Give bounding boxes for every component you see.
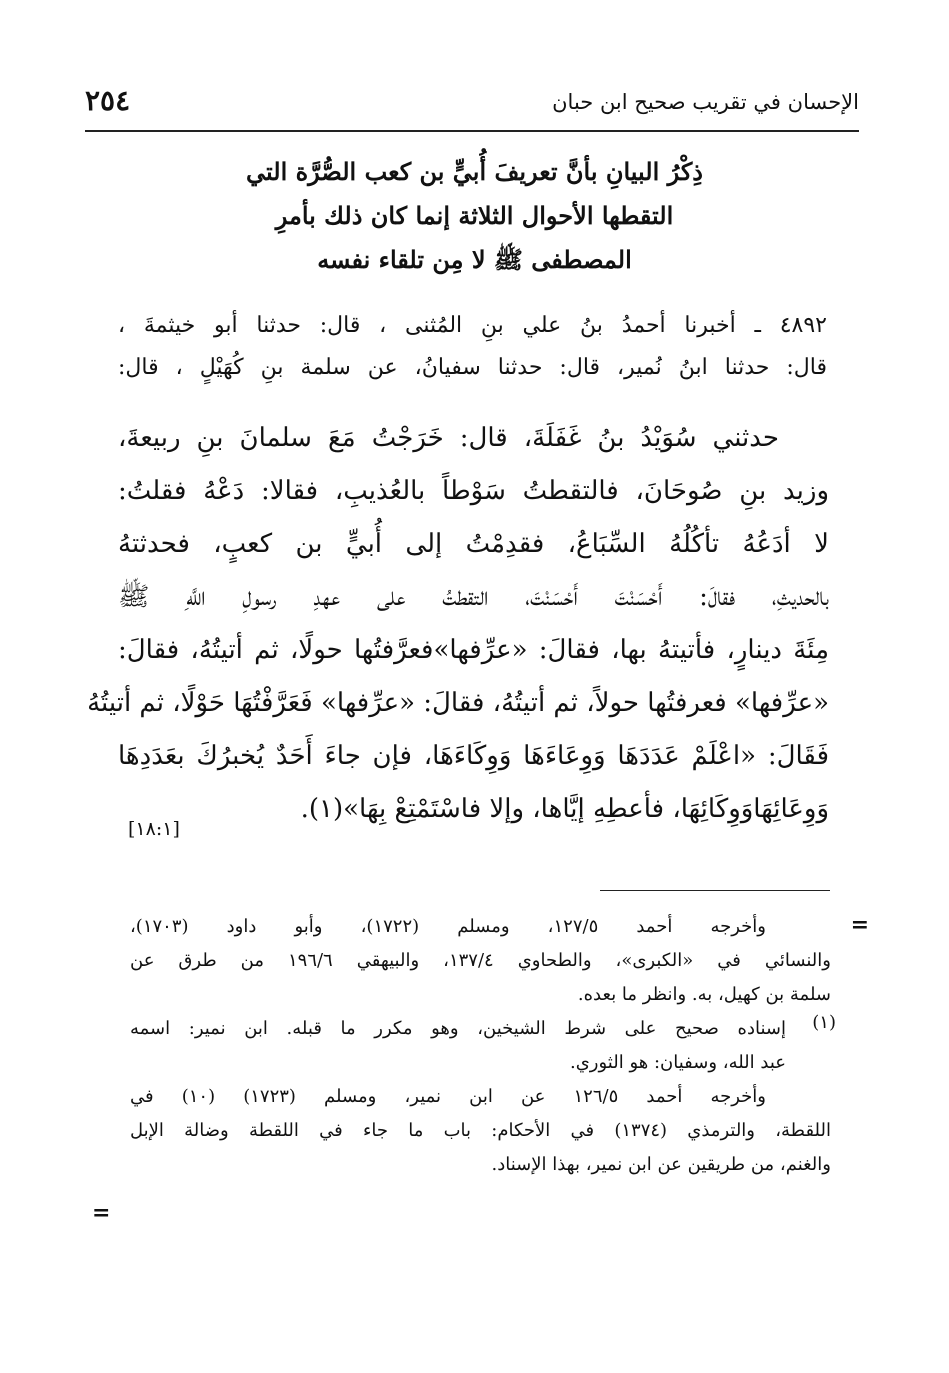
isnad-line: قال: حدثنا ابنُ نُمير، قال: حدثنا سفيانُ، عن سلمة بنِ كُهَيْلٍ ، قال: <box>118 355 827 380</box>
end-continuation-mark: = <box>92 1200 111 1226</box>
matn-line: وزيد بنِ صُوحَانَ، فالتقطتُ سَوْطاً بالعُذيبِ، فقالا: دَعْهُ فقلتُ: <box>118 476 829 506</box>
header-rule <box>85 130 859 132</box>
footnote-line: عبد الله، وسفيان: هو الثوري. <box>570 1052 786 1073</box>
isnad-line: ٤٨٩٢ ـ أخبرنا أحمدُ بنُ علي بنِ المُثنى ، قال: حدثنا أبو خيثمةَ ، <box>118 313 827 338</box>
footnote-line: اللقطة، والترمذي (١٣٧٤) في الأحكام: باب ما جاء في اللقطة وضالة الإبل <box>130 1120 831 1141</box>
matn-line: «عرِّفها» فعرفتُها حولاً، ثم أتيتُهُ، فقالَ: «عرِّفها» فَعَرَّفْتُهَا حَوْلًا، ثم أتيتُهُ <box>87 688 829 718</box>
matn-line: وَوِعَائِهَاوَوِكَائِهَا، فأعطِهِ إيَّاها، وإلا فاسْتَمْتِعْ بِهَا»(١). <box>300 794 829 824</box>
footnote-line: إسناده صحيح على شرط الشيخين، وهو مكرر ما قبله. ابن نمير: اسمه <box>130 1018 786 1039</box>
footnotes <box>130 910 836 1182</box>
footnote-marker: (١) <box>812 1012 836 1033</box>
footnote-separator <box>600 890 830 891</box>
footnote-line: والنسائي في «الكبرى»، والطحاوي ١٣٧/٤، والبيهقي ١٩٦/٦ من طرق عن <box>130 950 831 971</box>
hadith-matn <box>87 412 829 836</box>
chapter-heading-line: التقطها الأحوال الثلاثة إنما كان ذلك بأمرِ <box>275 201 674 230</box>
chapter-heading <box>150 150 799 282</box>
footnote-line: وأخرجه أحمد ١٢٦/٥ عن ابن نمير، ومسلم (١٧٢٣) (١٠) في <box>130 1086 766 1107</box>
matn-line: بالحديثِ، فقالَ: أَحْسَنْتَ أَحْسَنْتَ، التقطتُ على عهدِ رسولِ اللَّهِ ﷺ <box>118 582 829 612</box>
continuation-mark: = <box>850 912 869 938</box>
matn-line: مِئَةَ دينارٍ، فأتيتهُ بها، فقالَ: «عرِّفها»فعرَّفتُها حولًا، ثم أتيتُهُ، فقالَ: <box>118 635 829 665</box>
footnote-1 <box>130 1012 836 1182</box>
matn-line: فَقَالَ: «اعْلَمْ عَدَدَهَا وَوِعَاءَهَا وَوِكَاءَهَا، فإن جاءَ أَحَدٌ يُخبرُكَ بعَدَدِهَا <box>118 741 829 771</box>
page-number: ٢٥٤ <box>85 84 131 117</box>
chapter-heading-line: المصطفى ﷺ لا مِن تلقاء نفسه <box>317 245 632 274</box>
matn-line: حدثني سُوَيْدُ بنُ غَفَلَةَ، قال: خَرَجْتُ مَعَ سلمانَ بنِ ربيعةَ، <box>118 423 779 453</box>
chapter-heading-line: ذِكْرُ البيانِ بأنَّ تعريفَ أُبيٍّ بن كعب الصُّرَّة التي <box>246 157 703 186</box>
matn-line: لا أدَعُهُ تأكُلُهُ السِّبَاعُ، فقدِمْتُ إلى أُبيٍّ بن كعبٍ، فحدثتهُ <box>118 529 829 559</box>
footnote-line: سلمة بن كهيل، به. وانظر ما بعده. <box>577 984 831 1005</box>
page-header <box>85 78 859 128</box>
running-title: الإحسان في تقريب صحيح ابن حبان <box>552 90 859 114</box>
footnote-line: وأخرجه أحمد ١٢٧/٥، ومسلم (١٧٢٢)، وأبو داود (١٧٠٣)، <box>130 916 766 937</box>
hadith-reference: [١٨:١] <box>128 818 180 840</box>
footnote-line: والغنم، من طريقين عن ابن نمير، بهذا الإسناد. <box>491 1154 831 1175</box>
hadith-isnad <box>118 305 827 389</box>
